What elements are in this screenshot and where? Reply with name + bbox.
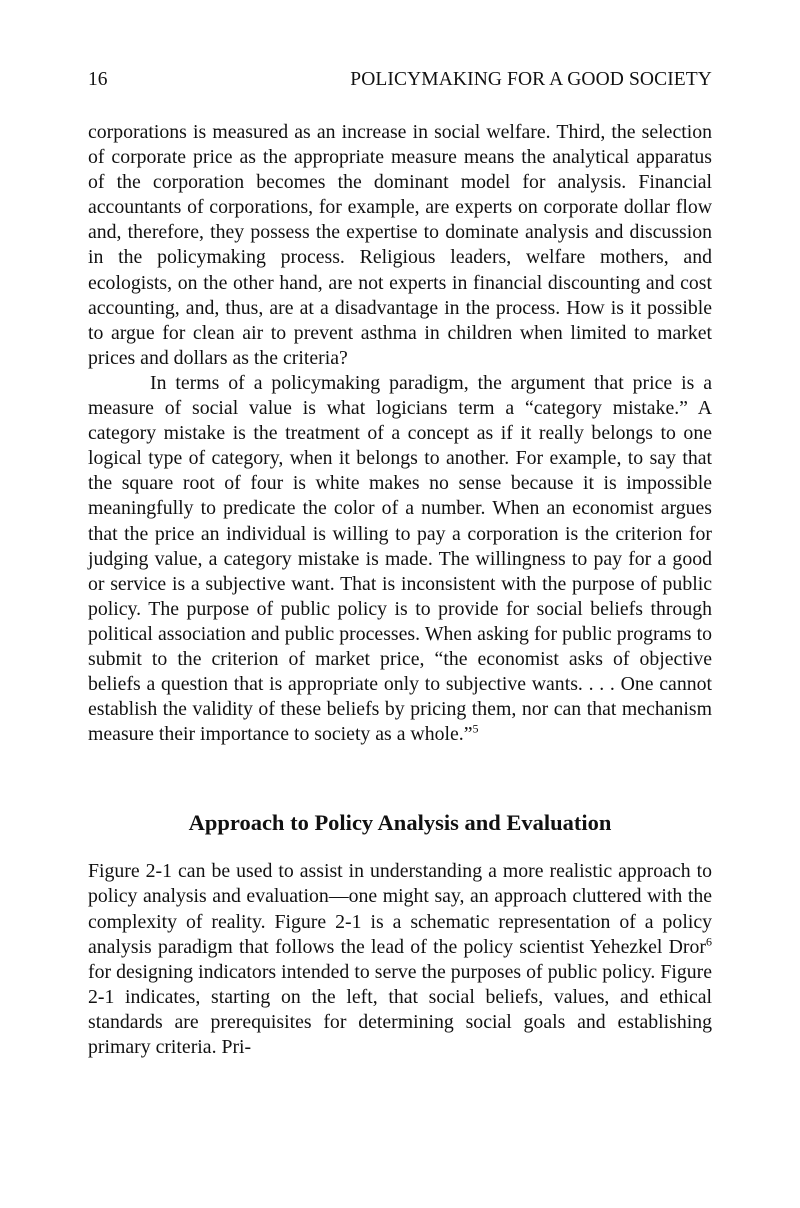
paragraph-1: corporations is measured as an increase in social welfare. Third, the selection of corporate price as the appropriate measure means the analytical apparatus of the corporation becomes the dominant model for analysis. Financial accountants of corporations, for example, are experts on corporate dollar flow and, therefore, they possess the expertise to dominate analysis and discussion in the policymaking process. Religious leaders, welfare mothers, and ecologists, on the other hand, are not experts in financial discounting and cost accounting, and, thus, are at a disadvantage in the process. How is it possible to argue for clean air to prevent asthma in children when limited to market prices and dollars as the criteria?	[88, 121, 712, 369]
footnote-ref-5: 5	[472, 721, 479, 736]
running-head	[88, 68, 712, 92]
paragraph-2	[88, 371, 712, 747]
paragraph-3	[88, 859, 712, 1060]
paragraph-3-text-start: Figure 2-1 can be used to assist in understanding a more realistic approach to policy analysis and evaluation—one might say, an approach cluttered with the complexity of reality. Figure 2-1 is a schematic representation of a policy analysis paradigm that follows the lead of the policy scientist Yehezkel Dror	[88, 860, 712, 958]
paragraph-3-text-end: for designing indicators intended to serve the purposes of public policy. Figure 2-1 indicates, starting on the left, that social beliefs, values, and ethical standards are prerequisites for determining social goals and establishing primary criteria. Pri-	[88, 960, 712, 1058]
footnote-ref-6: 6	[706, 934, 712, 949]
page-number: 16	[88, 69, 108, 90]
paragraph-2-text: In terms of a policymaking paradigm, the argument that price is a measure of social value is what logicians term a “category mistake.” A category mistake is the treatment of a concept as if it really belongs to one logical type of category, when it belongs to another. For example, to say that the square root of four is white makes no sense because it is impossible meaningfully to predicate the color of a number. When an economist argues that the price an individual is willing to pay a corporation is the criterion for judging value, a category mistake is made. The willingness to pay for a good or service is a subjective want. That is inconsistent with the purpose of public policy. The purpose of public policy is to provide for social beliefs through political association and public processes. When asking for public programs to submit to the criterion of market price, “the economist asks of objective beliefs a question that is appropriate only to subjective wants. . . . One cannot establish the validity of these beliefs by pricing them, nor can that mechanism measure their importance to society as a whole.”	[88, 371, 712, 746]
running-title: POLICYMAKING FOR A GOOD SOCIETY	[350, 69, 712, 90]
section-heading: Approach to Policy Analysis and Evaluation	[188, 810, 612, 836]
book-page	[88, 68, 712, 1060]
